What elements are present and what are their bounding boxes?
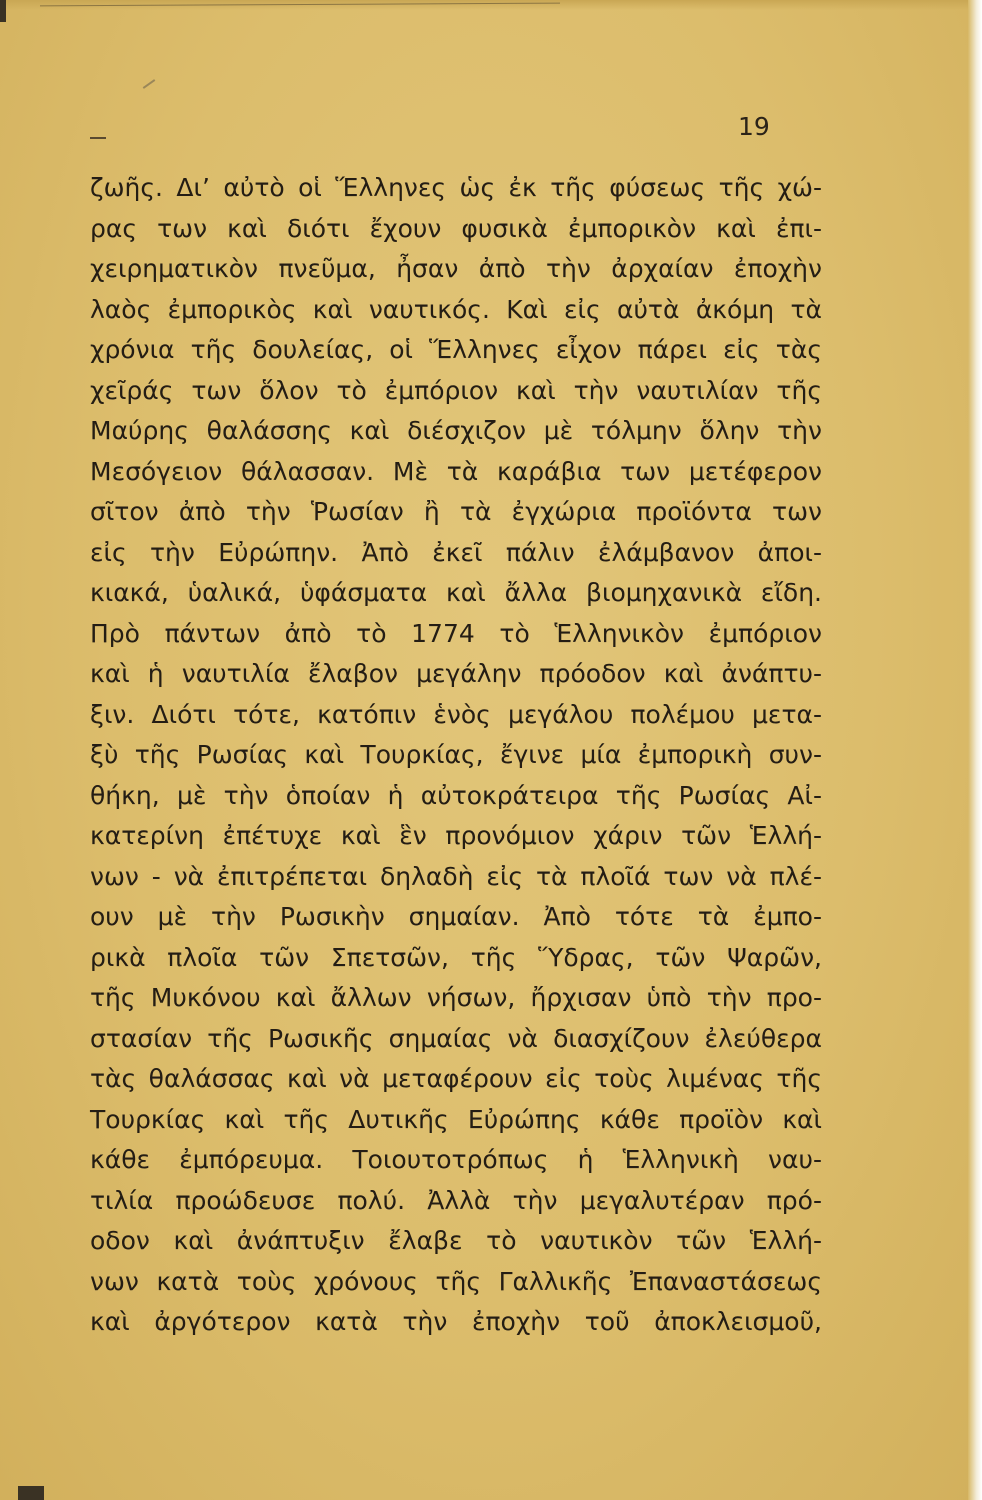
header-dash (90, 137, 106, 139)
text-line: ουν μὲ τὴν Ρωσικὴν σημαίαν. Ἀπὸ τότε τὰ ἐμπο- (90, 902, 822, 931)
text-line: σῖτον ἀπὸ τὴν Ῥωσίαν ἢ τὰ ἐγχώρια προϊόντα των (90, 497, 822, 526)
page-right-edge (968, 0, 982, 1500)
text-line: κιακά, ὑαλικά, ὑφάσματα καὶ ἄλλα βιομηχανικὰ εἴδη. (90, 578, 822, 607)
text-line: ρας των καὶ διότι ἔχουν φυσικὰ ἐμπορικὸν καὶ ἐπι- (90, 213, 822, 243)
text-line: στασίαν τῆς Ρωσικῆς σημαίας νὰ διασχίζουν ἐλεύθερα (90, 1023, 822, 1053)
text-line: οδον καὶ ἀνάπτυξιν ἔλαβε τὸ ναυτικὸν τῶν Ἑλλή- (90, 1226, 822, 1255)
text-line: εἰς τὴν Εὐρώπην. Ἀπὸ ἐκεῖ πάλιν ἐλάμβανον ἀποι- (90, 537, 822, 567)
text-line: θήκη, μὲ τὴν ὁποίαν ἡ αὐτοκράτειρα τῆς Ρωσίας Αἰ- (90, 780, 822, 810)
text-line: ζωῆς. Δι’ αὐτὸ οἱ Ἕλληνες ὡς ἐκ τῆς φύσεως τῆς χώ- (90, 173, 822, 202)
text-line: τῆς Μυκόνου καὶ ἄλλων νήσων, ἤρχισαν ὑπὸ τὴν προ- (90, 983, 822, 1012)
text-line: νων - νὰ ἐπιτρέπεται δηλαδὴ εἰς τὰ πλοῖά των νὰ πλέ- (90, 861, 822, 891)
text-line: χεῖράς των ὅλον τὸ ἐμπόριον καὶ τὴν ναυτιλίαν τῆς (90, 375, 822, 405)
text-line: ρικὰ πλοῖα τῶν Σπετσῶν, τῆς Ὕδρας, τῶν Ψαρῶν, (90, 942, 822, 972)
corner-scan-mark (0, 0, 6, 22)
text-line: κάθε ἐμπόρευμα. Τοιουτοτρόπως ἡ Ἑλληνικὴ ναυ- (90, 1145, 822, 1174)
text-line: Πρὸ πάντων ἀπὸ τὸ 1774 τὸ Ἑλληνικὸν ἐμπόριον (90, 618, 822, 648)
text-line: ξιν. Διότι τότε, κατόπιν ἑνὸς μεγάλου πολέμου μετα- (90, 699, 822, 729)
text-line: καὶ ἀργότερον κατὰ τὴν ἐποχὴν τοῦ ἀποκλεισμοῦ, (90, 1307, 822, 1336)
text-line: τὰς θαλάσσας καὶ νὰ μεταφέρουν εἰς τοὺς λιμένας τῆς (90, 1064, 822, 1093)
body-text (90, 168, 822, 1343)
text-line: λαὸς ἐμπορικὸς καὶ ναυτικός. Καὶ εἰς αὐτὰ ἀκόμη τὰ (90, 294, 822, 324)
text-line: χειρηματικὸν πνεῦμα, ἦσαν ἀπὸ τὴν ἀρχαίαν ἐποχὴν (90, 254, 822, 283)
page-number: 19 (738, 112, 770, 141)
text-line: καὶ ἡ ναυτιλία ἔλαβον μεγάλην πρόοδον καὶ ἀνάπτυ- (90, 659, 822, 688)
text-line: Μεσόγειον θάλασσαν. Μὲ τὰ καράβια των μετέφερον (90, 456, 822, 486)
text-line: νων κατὰ τοὺς χρόνους τῆς Γαλλικῆς Ἐπαναστάσεως (90, 1266, 822, 1296)
text-line: τιλία προώδευσε πολύ. Ἀλλὰ τὴν μεγαλυτέραν πρό- (90, 1185, 822, 1215)
text-line: Μαύρης θαλάσσης καὶ διέσχιζον μὲ τόλμην ὅλην τὴν (90, 416, 822, 445)
text-line: κατερίνη ἐπέτυχε καὶ ἓν προνόμιον χάριν τῶν Ἑλλή- (90, 821, 822, 850)
text-line: Τουρκίας καὶ τῆς Δυτικῆς Εὐρώπης κάθε προϊὸν καὶ (90, 1104, 822, 1134)
bottom-scan-mark (18, 1486, 44, 1500)
pencil-mark (143, 79, 156, 89)
text-line: χρόνια τῆς δουλείας, οἱ Ἕλληνες εἶχον πάρει εἰς τὰς (90, 335, 822, 364)
text-line: ξὺ τῆς Ρωσίας καὶ Τουρκίας, ἔγινε μία ἐμπορικὴ συν- (90, 740, 822, 769)
